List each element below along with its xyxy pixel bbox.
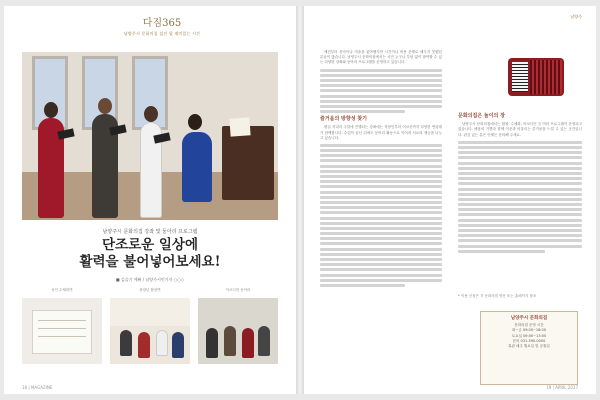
accordion-photo xyxy=(498,50,576,104)
left-page xyxy=(4,6,296,394)
section-header xyxy=(112,14,212,37)
piano xyxy=(222,126,274,200)
subhead-2: 문화의집은 놀이의 장 xyxy=(458,113,505,119)
info-box xyxy=(480,311,578,385)
info-box-title: 남양주시 문화의집 xyxy=(510,316,548,321)
article-headline xyxy=(22,237,278,271)
info-line: 토요일 09:00~13:00 xyxy=(511,333,547,338)
thumb-photo-watercolor xyxy=(22,298,102,364)
byline: ■ 김슬기 예뻐 / 남양주시민기자 ○○○ xyxy=(115,277,185,282)
signup-note: * 이용 신청은 각 문화의집 방문 또는 홈페이지 참조 xyxy=(458,294,537,298)
column-1 xyxy=(320,50,442,289)
column-2-body: 남양주시 문화의집에서는 합창, 수채화, 아코디언 등 여러 프로그램이 운영되고 있습니다. 배움의 기쁨과 함께 이웃과 어울리는 즐거움을 느낄 수 있는 공간입니다. 관심 있는 분은 언제든 문의해 주세요. xyxy=(458,122,582,137)
info-line: 문화의집 운영 시간 xyxy=(514,323,544,328)
column-1-intro: 예전부터 음악이나 미술을 좋아했지만 시간이나 비용 문제로 배우지 못했던 분들이 많습니다. 남양주시 문화의집에서는 시민 누구나 부담 없이 참여할 수 있는 다양한 강좌와 동아리 프로그램을 운영하고 있습니다. xyxy=(320,50,442,65)
hero-photo-singing-class xyxy=(22,52,278,220)
photo-strip xyxy=(22,288,278,376)
info-line: 휴관 매주 월요일 및 공휴일 xyxy=(508,344,550,349)
thumb-photo-accordion xyxy=(198,298,278,364)
headline-line-2: 활력을 불어넣어보세요! xyxy=(79,254,221,270)
info-line: 화~금 09:00~18:00 xyxy=(512,328,546,333)
caption-1: 성인 수채화반 xyxy=(51,288,73,292)
right-page xyxy=(304,6,596,394)
column-2 xyxy=(458,110,582,255)
thumb-photo-choir xyxy=(110,298,190,364)
column-1-body: 평일 저녁과 주말에 진행되는 강좌에는 직장인부터 어르신까지 다양한 연령대가 함께합니다. 수업이 끝난 뒤에도 동아리 활동으로 이어져 서로의 재능을 나누고 있습니다. xyxy=(320,125,442,140)
program-line: 남양주시 문화의집 강좌 및 둘아리 프로그램 xyxy=(102,229,198,235)
caption-2: 중장년 합창반 xyxy=(139,288,161,292)
section-title: 다짐365 xyxy=(142,18,182,29)
info-line: 문의 031-590-0000 xyxy=(512,338,546,343)
caption-3: 아코디언 동아리 xyxy=(225,288,251,292)
folio-left: 18 | MAGAZINE xyxy=(22,385,53,390)
headline-line-1: 단조로운 일상에 xyxy=(102,237,198,253)
subhead-1: 즐거움의 방향성 찾기 xyxy=(320,116,367,123)
section-subtitle: 남양주시 문화의집 섬진 됩 재미있는 시간 xyxy=(123,31,201,36)
page-gutter xyxy=(296,6,304,394)
folio-right: 19 | APRIL 2017 xyxy=(546,385,578,390)
corner-logo: 남양주 xyxy=(570,14,582,19)
